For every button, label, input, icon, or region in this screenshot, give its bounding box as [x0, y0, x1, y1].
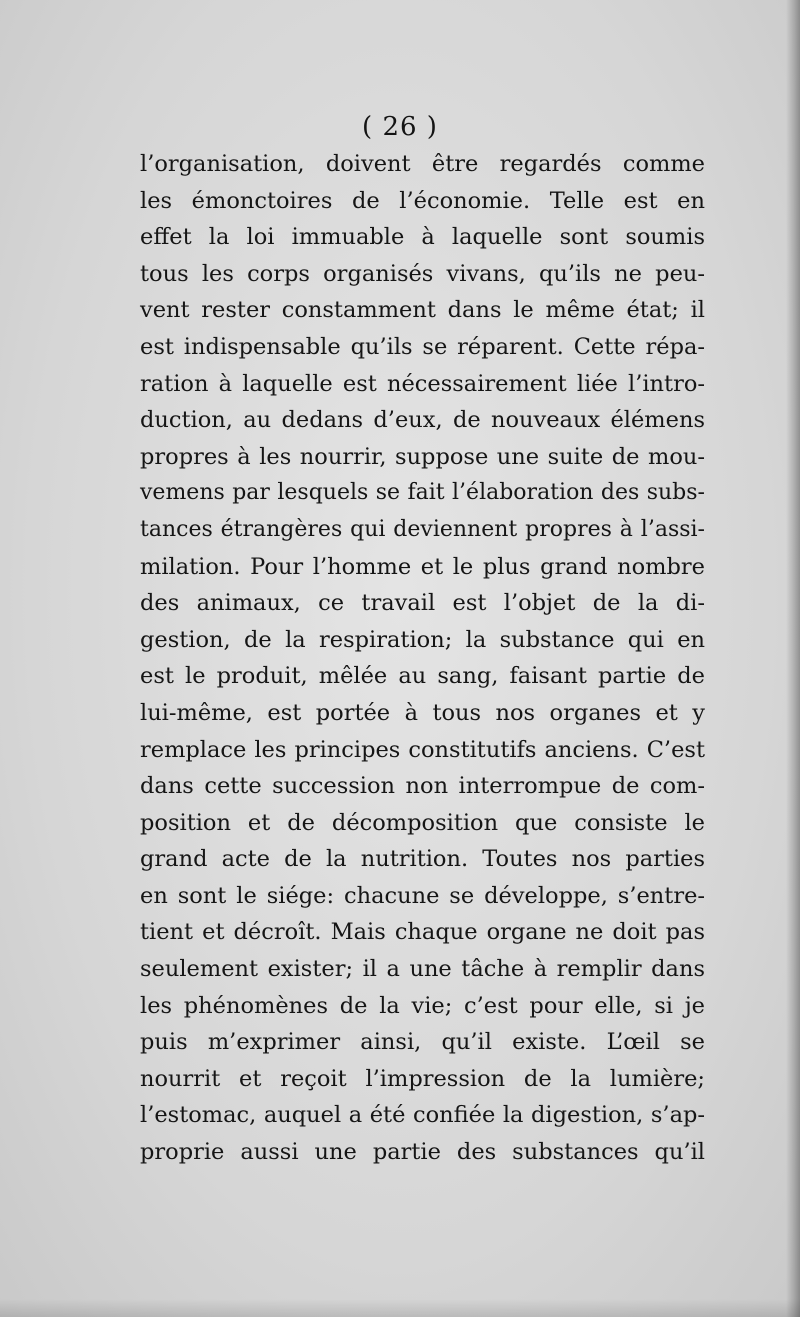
text-line: tances étrangères qui deviennent propres à l’assi- — [140, 516, 705, 542]
text-line: seulement exister; il a une tâche à remplir dans — [140, 956, 705, 983]
text-line: propres à les nourrir, suppose une suite de mou- — [140, 443, 705, 470]
text-line: ration à laquelle est nécessairement liée l’intro- — [140, 370, 705, 397]
text-line: puis m’exprimer ainsi, qu’il existe. L’œil se — [140, 1029, 705, 1056]
text-line: l’estomac, auquel a été confiée la digestion, s’ap- — [140, 1102, 705, 1129]
text-line: les phénomènes de la vie; c’est pour elle, si je — [140, 992, 705, 1019]
text-line: remplace les principes constitutifs anciens. C’est — [140, 736, 705, 763]
page-bottom-shadow — [0, 1299, 800, 1317]
text-line: gestion, de la respiration; la substance qui en — [140, 626, 705, 653]
text-line: l’organisation, doivent être regardés comme — [140, 151, 705, 177]
text-line: tous les corps organisés vivans, qu’ils ne peu- — [140, 260, 705, 287]
body-text — [140, 146, 705, 1171]
text-line: position et de décomposition que consiste le — [140, 809, 705, 836]
text-line: des animaux, ce travail est l’objet de la di- — [140, 590, 705, 617]
text-line: tient et décroît. Mais chaque organe ne doit pas — [140, 919, 705, 946]
text-line: est le produit, mêlée au sang, faisant partie de — [140, 663, 705, 690]
text-line: vemens par lesquels se fait l’élaboration des subs- — [140, 480, 705, 506]
text-line: est indispensable qu’ils se réparent. Cette répa- — [140, 333, 705, 360]
text-line: vent rester constamment dans le même état; il — [140, 297, 705, 324]
page-edge-shadow — [786, 0, 800, 1317]
text-line: proprie aussi une partie des substances qu’il — [140, 1139, 705, 1166]
text-line: dans cette succession non interrompue de com- — [140, 773, 705, 800]
text-line: en sont le siége: chacune se développe, s’entre- — [140, 882, 705, 909]
text-line: nourrit et reçoit l’impression de la lumière; — [140, 1065, 705, 1092]
text-line: lui-même, est portée à tous nos organes et y — [140, 699, 705, 726]
text-line: milation. Pour l’homme et le plus grand nombre — [140, 553, 705, 580]
text-line: duction, au dedans d’eux, de nouveaux élémens — [140, 407, 705, 434]
text-line: les émonctoires de l’économie. Telle est en — [140, 187, 705, 214]
page-number: ( 26 ) — [362, 112, 438, 142]
text-line: effet la loi immuable à laquelle sont soumis — [140, 224, 705, 251]
text-line: grand acte de la nutrition. Toutes nos parties — [140, 846, 705, 873]
